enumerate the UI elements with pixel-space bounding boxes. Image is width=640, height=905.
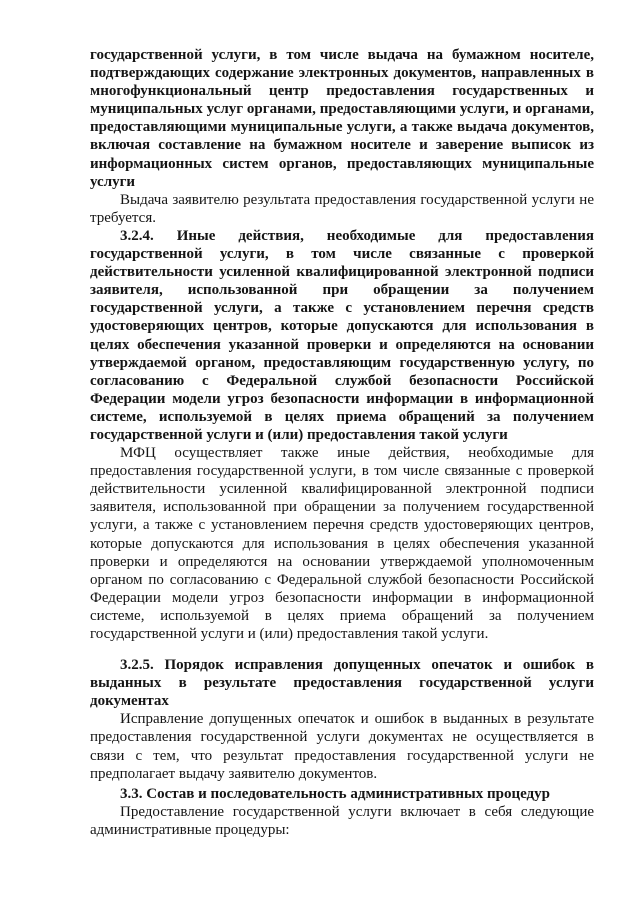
section-3-2-5-heading: 3.2.5. Порядок исправления допущенных опечаток и ошибок в выданных в результате предоставления государственной услуги документах xyxy=(90,657,594,710)
document-body xyxy=(90,46,594,839)
section-3-2-4-heading: 3.2.4. Иные действия, необходимые для предоставления государственной услуги, в том числе связанные с проверкой действительности усиленной квалифицированной электронной подписи заявителя, использованной при обращении за получением государственной услуги, а также с установлением перечня средств удостоверяющих центров, которые допускаются для использования в целях обеспечения указанной проверки и определяются на основании утверждаемой органом, предоставляющим государственную услугу, по согласованию с Федеральной службой безопасности Российской Федерации модели угроз безопасности информации в информационной системе, используемой в целях приема обращений за получением государственной услуги и (или) предоставления такой услуги xyxy=(90,227,594,443)
paragraph-mfc-actions: МФЦ осуществляет также иные действия, необходимые для предоставления государственной услуги, в том числе связанные с проверкой действительности усиленной квалифицированной электронной подписи заявителя, использованной при обращении за получением государственной услуги, а также с установлением перечня средств удостоверяющих центров, которые допускаются для использования в целях обеспечения указанной проверки и определяются на основании утверждаемой уполномоченным органом по согласованию с Федеральной службой безопасности Российской Федерации модели угроз безопасности информации в информационной системе, используемой в целях приема обращений за получением государственной услуги и (или) предоставления такой услуги. xyxy=(90,445,594,642)
paragraph-result-not-required: Выдача заявителю результата предоставления государственной услуги не требуется. xyxy=(90,191,594,226)
paragraph-error-correction: Исправление допущенных опечаток и ошибок в выданных в результате предоставления государственной услуги документах не осуществляется в связи с тем, что результат предоставления государственной услуги не предполагает выдачу заявителю документов. xyxy=(90,711,594,782)
paragraph-document-issuance: государственной услуги, в том числе выдача на бумажном носителе, подтверждающих содержание электронных документов, направленных в многофункциональный центр предоставления государственных и муниципальных услуг органами, предоставляющими услуги, и органами, предоставляющими муниципальные услуги, а также выдача документов, включая составление на бумажном носителе и заверение выписок из информационных систем органов, предоставляющих муниципальные услуги xyxy=(90,47,594,190)
section-3-3-heading: 3.3. Состав и последовательность административных процедур xyxy=(120,785,550,802)
paragraph-administrative-procedures: Предоставление государственной услуги включает в себя следующие административные процедуры: xyxy=(90,803,594,838)
